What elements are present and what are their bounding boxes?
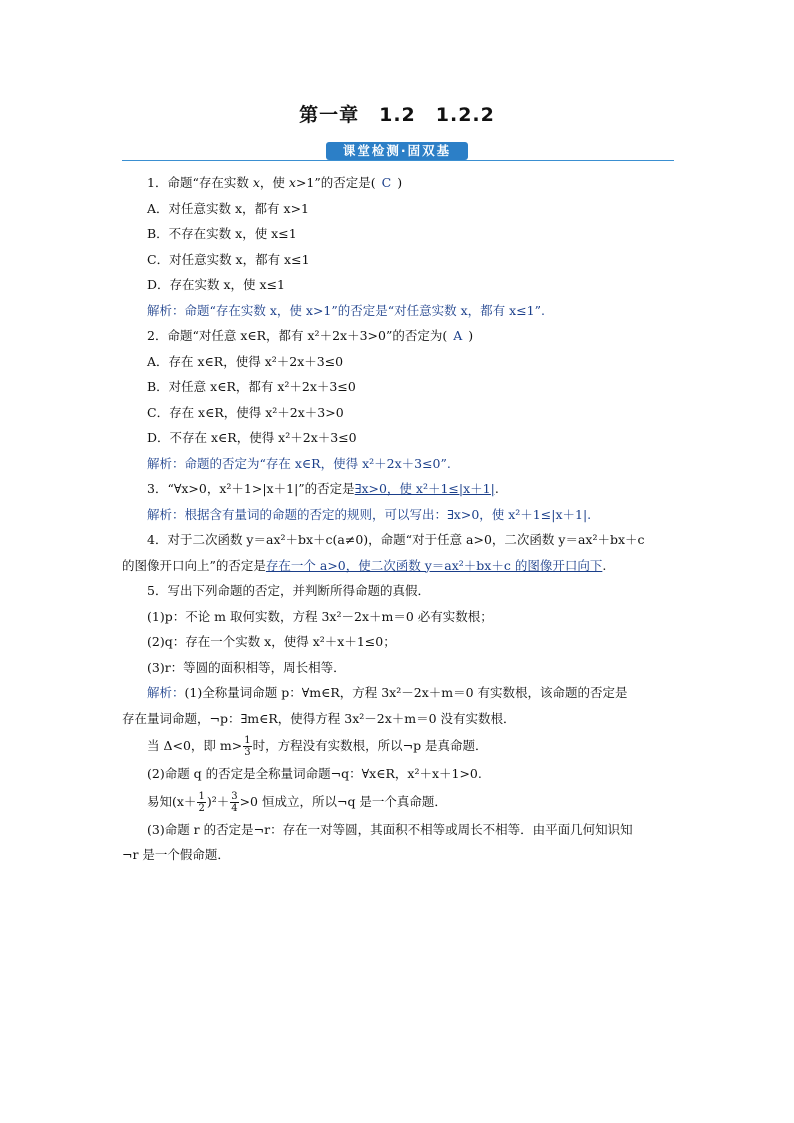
q4-stem-line1: 4．对于二次函数 y＝ax²＋bx＋c(a≠0)，命题“对于任意 a>0，二次函数 y＝ax²＋bx＋c — [147, 532, 645, 547]
q1-option-b: B．不存在实数 x，使 x≤1 — [147, 226, 297, 241]
q5-proposition-r: (3)r：等圆的面积相等，周长相等． — [147, 659, 346, 675]
q1-answer: C — [381, 175, 392, 190]
q3-stem: 3．“∀x>0，x²＋1>|x＋1|”的否定是∃x>0，使 x²＋1≤|x＋1|. — [147, 481, 499, 496]
q5-solution-1c: 当 Δ<0，即 m> $\frac{1}{3}$ 时，方程没有实数根，所以¬p 是真命题． — [147, 735, 488, 758]
fraction-three-quarters: $\frac{3}{4}$ — [231, 790, 238, 814]
q5-solution-3b: ¬r 是一个假命题． — [122, 847, 230, 862]
q2-stem: 2．命题“对任意 x∈R，都有 x²＋2x＋3>0”的否定为( A ) — [147, 328, 474, 343]
page-title: 第一章 1.2 1.2.2 — [299, 104, 495, 126]
q5-solution-3a: (3)命题 r 的否定是¬r：存在一对等圆，其面积不相等或周长不相等．由平面几何知识知 — [147, 821, 633, 837]
header-rule — [122, 160, 674, 161]
q2-option-d: D．不存在 x∈R，使得 x²＋2x＋3≤0 — [147, 430, 357, 445]
q1-option-c: C．对任意实数 x，都有 x≤1 — [147, 251, 310, 267]
q2-solution: 解析：命题的否定为“存在 x∈R，使得 x²＋2x＋3≤0”. — [147, 455, 451, 471]
q5-solution-1a: 解析：(1)全称量词命题 p：∀m∈R，方程 3x²－2x＋m＝0 有实数根，该命题的否定是 — [147, 685, 628, 700]
q1-option-a: A．对任意实数 x，都有 x>1 — [147, 200, 309, 216]
fraction-one-half: $\frac{1}{2}$ — [198, 790, 205, 814]
q5-proposition-p: (1)p：不论 m 取何实数，方程 3x²－2x＋m＝0 必有实数根； — [147, 608, 493, 624]
q5-proposition-q: (2)q：存在一个实数 x，使得 x²＋x＋1≤0； — [147, 634, 396, 649]
q5-solution-2a: (2)命题 q 的否定是全称量词命题¬q：∀x∈R，x²＋x＋1>0. — [147, 766, 482, 781]
q2-option-a: A．存在 x∈R，使得 x²＋2x＋3≤0 — [147, 353, 344, 369]
q3-solution: 解析：根据含有量词的命题的否定的规则，可以写出：∃x>0，使 x²＋1≤|x＋1|. — [147, 506, 592, 522]
q3-blank-answer: ∃x>0，使 x²＋1≤|x＋1| — [354, 481, 495, 496]
q5-stem: 5．写出下列命题的否定，并判断所得命题的真假． — [147, 583, 430, 598]
q2-option-c: C．存在 x∈R，使得 x²＋2x＋3>0 — [147, 404, 344, 420]
q4-blank-answer: 存在一个 a>0，使二次函数 y＝ax²＋bx＋c 的图像开口向下 — [265, 557, 603, 573]
fraction-one-third: $\frac{1}{3}$ — [244, 735, 251, 758]
q5-solution-2b: 易知(x＋ $\frac{1}{2}$ )²＋ $\frac{3}{4}$ >0 恒成立，所以¬q 是一个真命题． — [147, 790, 447, 814]
q5-solution-1b: 存在量词命题，¬p：∃m∈R，使得方程 3x²－2x＋m＝0 没有实数根． — [122, 710, 516, 726]
exercise-content — [122, 170, 674, 868]
q1-stem: 1．命题“存在实数 x，使 x>1”的否定是( C ) — [147, 175, 403, 190]
q1-option-d: D．存在实数 x，使 x≤1 — [147, 277, 285, 292]
section-banner: 课堂检测·固双基 — [326, 142, 468, 160]
q2-option-b: B．对任意 x∈R，都有 x²＋2x＋3≤0 — [147, 379, 356, 394]
q2-answer: A — [453, 328, 463, 343]
q1-solution: 解析：命题“存在实数 x，使 x>1”的否定是“对任意实数 x，都有 x≤1”. — [147, 302, 545, 318]
q4-stem-line2: 的图像开口向上”的否定是存在一个 a>0，使二次函数 y＝ax²＋bx＋c 的图像开口向下. — [122, 557, 607, 573]
